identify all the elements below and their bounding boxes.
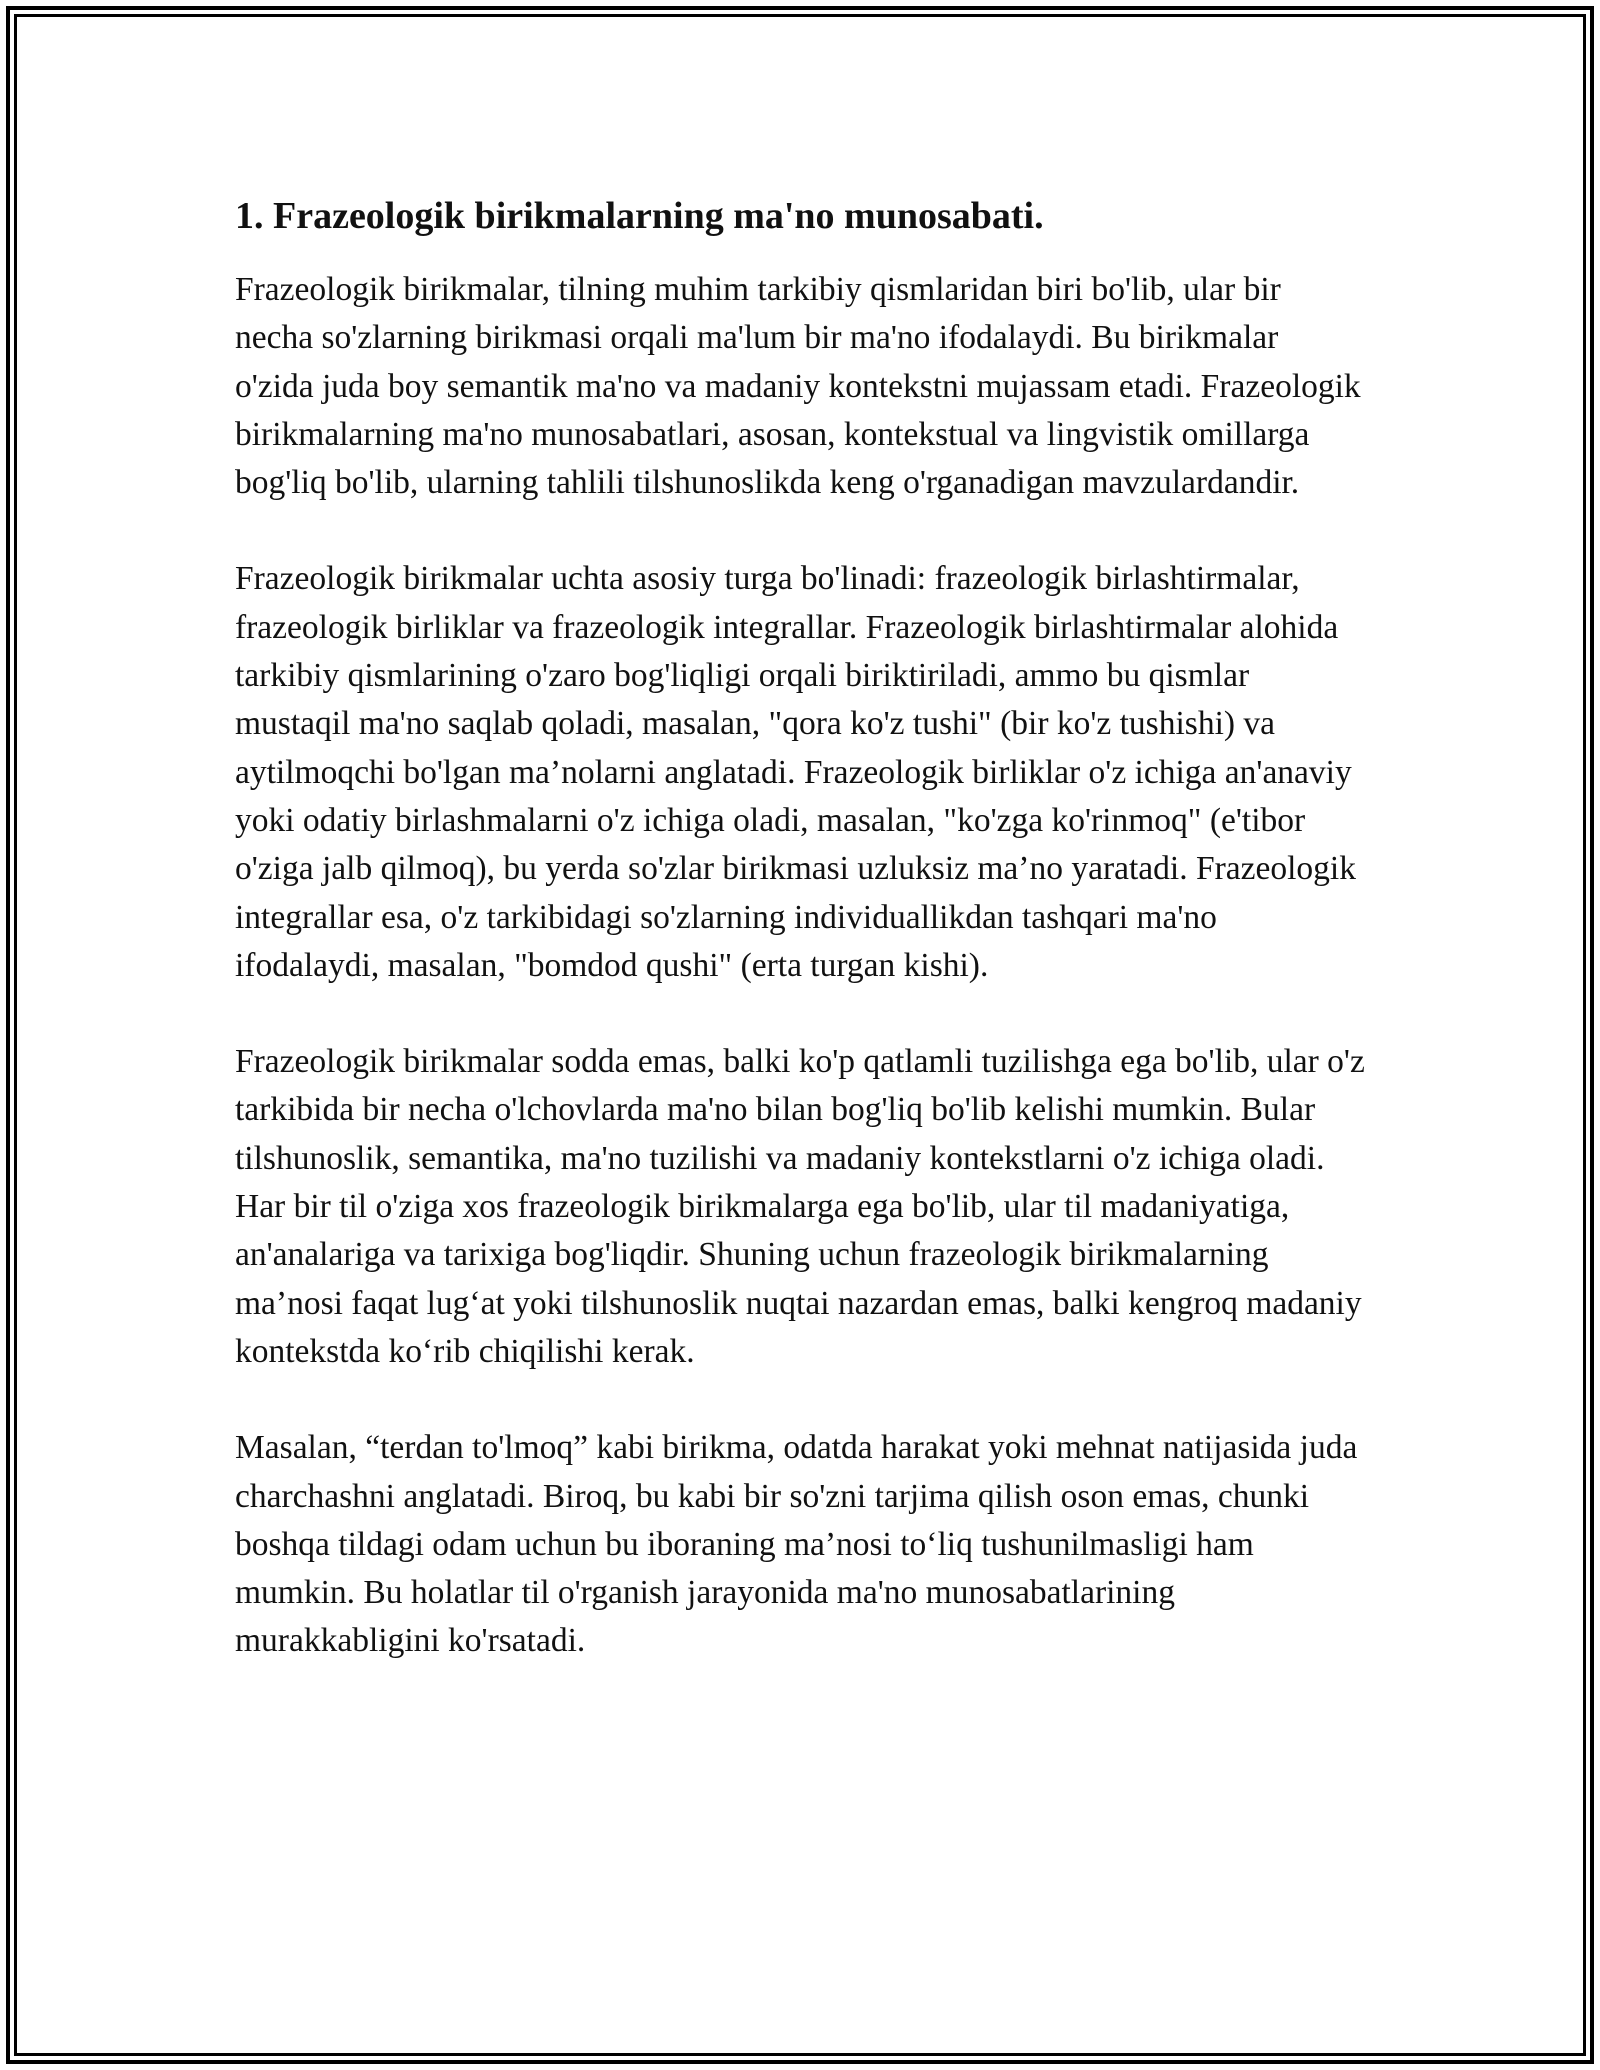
paragraph-1: Frazeologik birikmalar, tilning muhim tarkibiy qismlaridan biri bo'lib, ular bir necha so'zlarning birikmasi orqali ma'lum bir ma'no ifodalaydi. Bu birikmalar o'zida juda boy semantik ma'no va madaniy kontekstni mujassam etadi. Frazeologik birikmalarning ma'no munosabatlari, asosan, kontekstual va lingvistik omillarga bog'liq bo'lib, ularning tahlili tilshunoslikda keng o'rganadigan mavzulardandir. — [235, 271, 1361, 502]
paragraph-2: Frazeologik birikmalar uchta asosiy turga bo'linadi: frazeologik birlashtirmalar, frazeologik birliklar va frazeologik integrallar. Frazeologik birlashtirmalar alohida tarkibiy qismlarining o'zaro bog'liqligi orqali biriktiriladi, ammo bu qismlar mustaqil ma'no saqlab qoladi, masalan, "qora ko'z tushi" (bir ko'z tushishi) va aytilmoqchi bo'lgan ma’nolarni anglatadi. Frazeologik birliklar o'z ichiga an'anaviy yoki odatiy birlashmalarni o'z ichiga oladi, masalan, "ko'zga ko'rinmoq" (e'tibor o'ziga jalb qilmoq), bu yerda so'zlar birikmasi uzluksiz ma’no yaratadi. Frazeologik integrallar esa, o'z tarkibidagi so'zlarning individuallikdan tashqari ma'no ifodalaydi, masalan, "bomdod qushi" (erta turgan kishi). — [235, 560, 1356, 984]
document-body — [235, 190, 1365, 1714]
page-title: 1. Frazeologik birikmalarning ma'no munosabati. — [235, 195, 1044, 237]
paragraph-4: Masalan, “terdan to'lmoq” kabi birikma, odatda harakat yoki mehnat natijasida juda charchashni anglatadi. Biroq, bu kabi bir so'zni tarjima qilish oson emas, chunki boshqa tildagi odam uchun bu iboraning ma’nosi to‘liq tushunilmasligi ham mumkin. Bu holatlar til o'rganish jarayonida ma'no munosabatlarining murakkabligini ko'rsatadi. — [235, 1429, 1358, 1660]
paragraph-3: Frazeologik birikmalar sodda emas, balki ko'p qatlamli tuzilishga ega bo'lib, ular o'z tarkibida bir necha o'lchovlarda ma'no bilan bog'liq bo'lib kelishi mumkin. Bular tilshunoslik, semantika, ma'no tuzilishi va madaniy kontekstlarni o'z ichiga oladi. Har bir til o'ziga xos frazeologik birikmalarga ega bo'lib, ular til madaniyatiga, an'analariga va tarixiga bog'liqdir. Shuning uchun frazeologik birikmalarning ma’nosi faqat lug‘at yoki tilshunoslik nuqtai nazardan emas, balki kengroq madaniy kontekstda ko‘rib chiqilishi kerak. — [235, 1043, 1365, 1370]
